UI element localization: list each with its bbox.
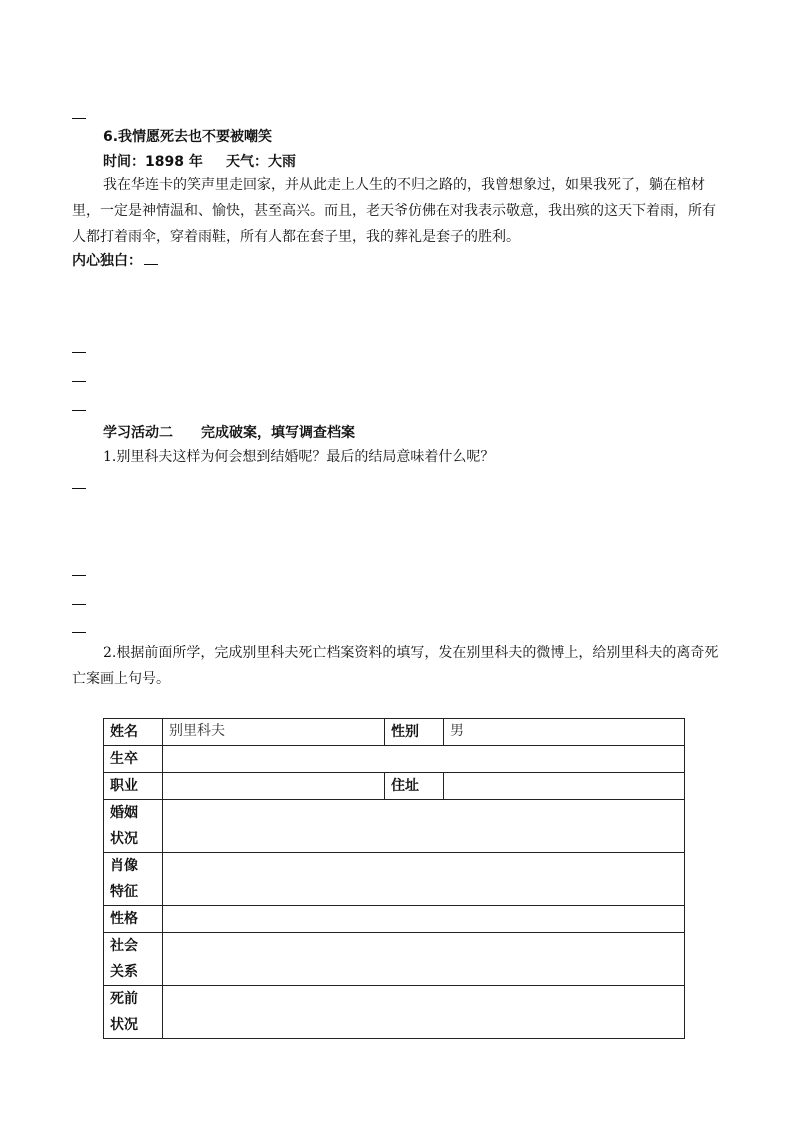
- marriage-label-line2: 状况: [110, 831, 138, 847]
- form-row-name: [104, 719, 685, 746]
- character-field[interactable]: [163, 906, 685, 933]
- portrait-label-line2: 特征: [110, 884, 138, 900]
- activity-title: 学习活动二 完成破案，填写调查档案: [103, 425, 355, 441]
- question-2: 2.根据前面所学，完成别里科夫死亡档案资料的填写，发在别里科夫的微博上，给别里科夫的离奇死亡案画上句号。: [72, 645, 719, 687]
- monologue-blank[interactable]: [144, 252, 158, 265]
- social-field[interactable]: [163, 933, 685, 986]
- name-value[interactable]: 别里科夫: [163, 719, 385, 746]
- question-1: 1.别里科夫这样为何会想到结婚呢？最后的结局意味着什么呢？: [103, 449, 495, 465]
- form-row-character: [104, 906, 685, 933]
- portrait-label-line1: 肖像: [110, 858, 138, 874]
- portrait-field[interactable]: [163, 853, 685, 906]
- death-label-line1: 死前: [110, 991, 138, 1007]
- gender-label: 性别: [385, 719, 444, 746]
- character-label: 性格: [104, 906, 163, 933]
- social-label: [104, 933, 163, 986]
- form-row-lifespan: [104, 746, 685, 773]
- answer-blank[interactable]: [72, 604, 86, 605]
- death-label-line2: 状况: [110, 1017, 138, 1033]
- diary-paragraph: 我在华连卡的笑声里走回家，并从此走上人生的不归之路的，我曾想象过，如果我死了，躺在棺材里，一定是神情温和、愉快，甚至高兴。而且，老天爷仿佛在对我表示敬意，我出殡的这天下着雨，所有人都打着雨伞，穿着雨鞋，所有人都在套子里，我的葬礼是套子的胜利。: [72, 177, 716, 245]
- form-row-social: [104, 933, 685, 986]
- address-field[interactable]: [444, 773, 685, 800]
- form-row-marriage: [104, 800, 685, 853]
- answer-blank[interactable]: [72, 381, 86, 382]
- marriage-field[interactable]: [163, 800, 685, 853]
- form-row-job: [104, 773, 685, 800]
- form-row-death: [104, 986, 685, 1039]
- form-row-portrait: [104, 853, 685, 906]
- weather-label: 天气：大雨: [226, 154, 296, 170]
- social-label-line2: 关系: [110, 964, 138, 980]
- social-label-line1: 社会: [110, 938, 138, 954]
- death-label: [104, 986, 163, 1039]
- answer-blank[interactable]: [72, 488, 86, 489]
- answer-blank[interactable]: [72, 352, 86, 353]
- marriage-label: [104, 800, 163, 853]
- monologue-label-text: 内心独白：: [72, 253, 142, 269]
- section-title: 6.我情愿死去也不要被嘲笑: [103, 129, 273, 145]
- answer-blank[interactable]: [72, 632, 86, 633]
- monologue-label: [72, 252, 158, 270]
- portrait-label: [104, 853, 163, 906]
- answer-blank[interactable]: [72, 410, 86, 411]
- lifespan-field[interactable]: [163, 746, 685, 773]
- job-field[interactable]: [163, 773, 385, 800]
- answer-blank[interactable]: [72, 118, 86, 119]
- marriage-label-line1: 婚姻: [110, 805, 138, 821]
- job-label: 职业: [104, 773, 163, 800]
- address-label: 住址: [385, 773, 444, 800]
- death-record-form: [103, 718, 685, 1039]
- gender-value[interactable]: 男: [444, 719, 685, 746]
- time-label: 时间：1898 年: [103, 154, 203, 170]
- death-field[interactable]: [163, 986, 685, 1039]
- answer-blank[interactable]: [72, 575, 86, 576]
- name-label: 姓名: [104, 719, 163, 746]
- lifespan-label: 生卒: [104, 746, 163, 773]
